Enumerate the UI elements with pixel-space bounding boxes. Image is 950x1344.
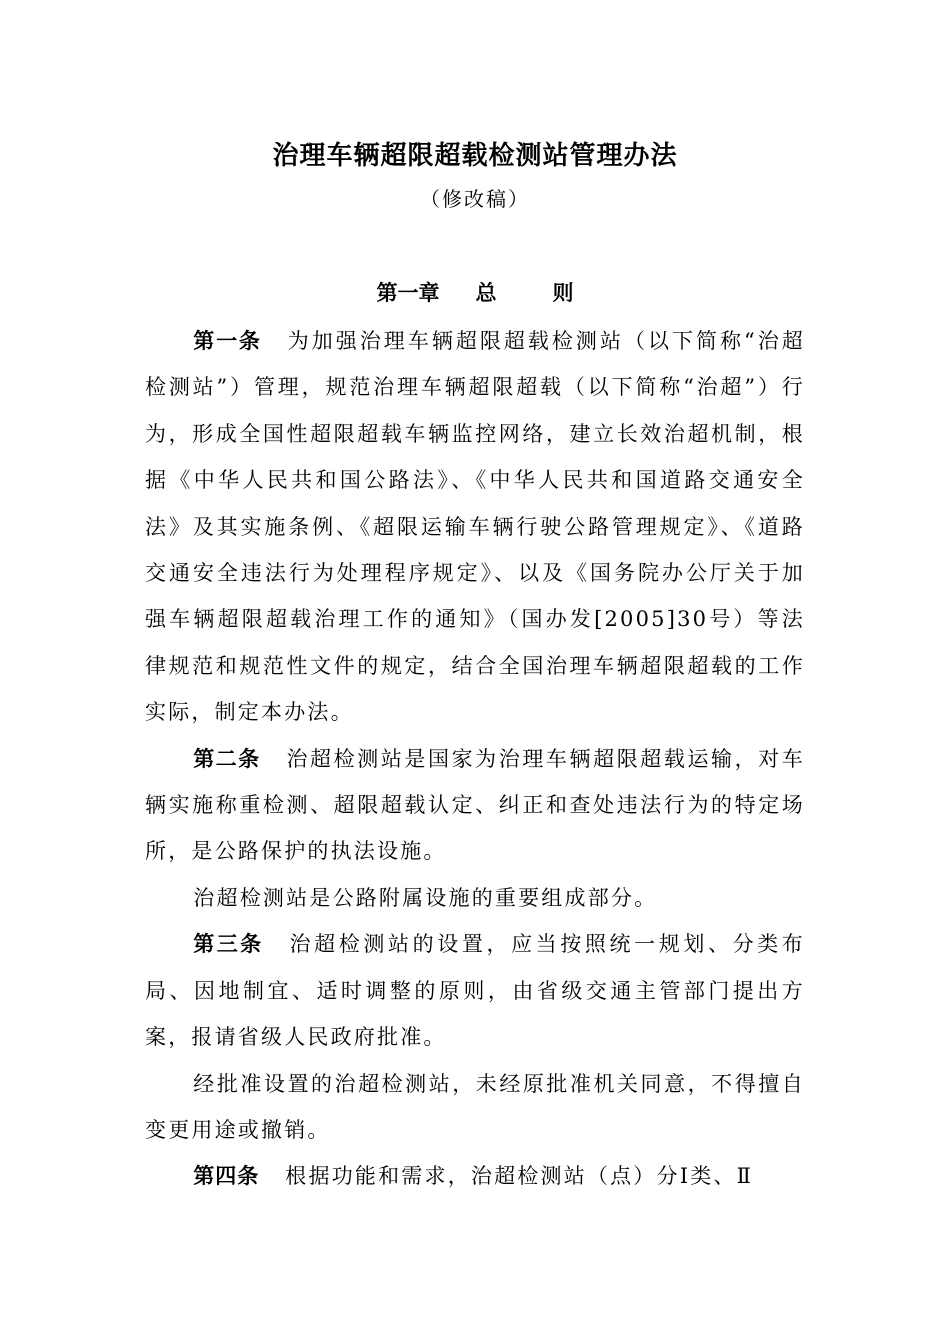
document-subtitle: （修改稿） <box>420 187 530 211</box>
article-1-paragraph <box>145 318 805 736</box>
article-number: 第二条 <box>193 746 261 771</box>
article-number: 第一条 <box>193 329 262 353</box>
paragraph-text: 为加强治理车辆超限超载检测站（以下简称“治超检测站”）管理，规范治理车辆超限超载（以下简称“治超”）行为，形成全国性超限超载车辆监控网络，建立长效治超机制，根据《中华人民共和国公路法》、《中华人民共和国道路交通安全法》及其实施条例、《超限运输车辆行驶公路管理规定》、《道路交通安全违法行为处理程序规定》、以及《国务院办公厅关于加强车辆超限超载治理工作的通知》（国办发[2005]30号）等法律规范和规范性文件的规定，结合全国治理车辆超限超载的工作实际，制定本办法。 <box>145 329 806 725</box>
article-3-continuation-paragraph <box>145 1061 805 1154</box>
paragraph-text: 经批准设置的治超检测站，未经原批准机关同意，不得擅自变更用途或撤销。 <box>145 1071 805 1142</box>
chapter-name-part2: 则 <box>552 281 574 305</box>
paragraph-text: 根据功能和需求，治超检测站（点）分Ⅰ类、Ⅱ <box>285 1164 754 1189</box>
document-body <box>145 318 805 1200</box>
paragraph-text: 治超检测站是公路附属设施的重要组成部分。 <box>193 885 658 910</box>
chapter-name-part1: 总 <box>475 281 497 305</box>
chapter-heading <box>0 278 950 308</box>
chapter-number: 第一章 <box>376 281 440 305</box>
article-number: 第四条 <box>193 1164 260 1189</box>
article-4-paragraph <box>145 1153 805 1199</box>
article-2-continuation-paragraph <box>145 875 805 921</box>
article-2-paragraph <box>145 736 805 875</box>
paragraph-text: 治超检测站是国家为治理车辆超限超载运输，对车辆实施称重检测、超限超载认定、纠正和查处违法行为的特定场所，是公路保护的执法设施。 <box>145 746 806 864</box>
article-number: 第三条 <box>193 932 264 957</box>
article-3-paragraph <box>145 921 805 1060</box>
document-title: 治理车辆超限超载检测站管理办法 <box>272 141 678 171</box>
paragraph-text: 治超检测站的设置，应当按照统一规划、分类布局、因地制宜、适时调整的原则，由省级交通主管部门提出方案，报请省级人民政府批准。 <box>145 932 806 1050</box>
